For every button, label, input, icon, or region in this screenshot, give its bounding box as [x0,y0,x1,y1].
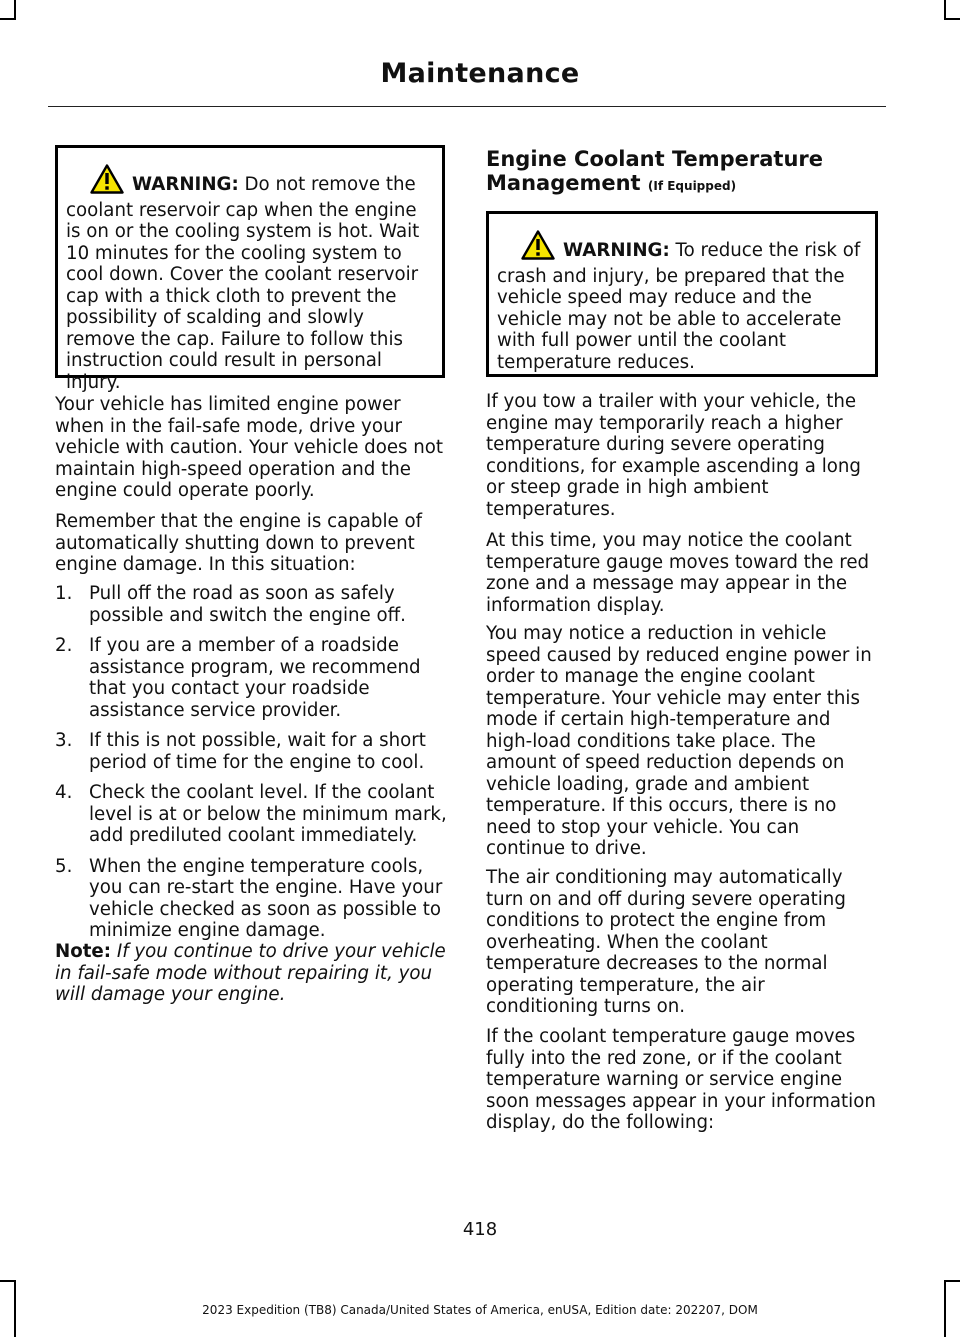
crop-mark [944,0,946,20]
footer-edition: 2023 Expedition (TB8) Canada/United States of America, enUSA, Edition date: 202207, DOM [202,1303,758,1317]
note-label: Note: [55,941,112,962]
paragraph-tow-trailer: If you tow a trailer with your vehicle, the engine may temporarily reach a higher temperature during severe operating conditions, for example ascending a long or steep grade in high ambient temperatures. [486,391,861,520]
steps-list [55,583,447,951]
warning-triangle-icon [90,164,124,200]
crop-mark [14,0,16,20]
paragraph-air-conditioning: The air conditioning may automatically turn on and off during severe operating conditions to protect the engine from overheating. When the coolant temperature decreases to the normal operating temperature, the air conditioning turns on. [486,867,846,1017]
crop-mark [944,18,960,20]
list-item: 1. Pull off the road as soon as safely possible and switch the engine off. [55,583,406,626]
note [55,941,447,1006]
warning-box-coolant-cap [55,145,445,393]
warning-label: WARNING: [132,174,239,195]
page-number: 418 [462,1219,498,1240]
crop-mark [0,1280,16,1282]
paragraph-speed-reduction: You may notice a reduction in vehicle speed caused by reduced engine power in order to manage the engine coolant temperature. Your vehicle may enter this mode if certain high-temperature and high-load conditions take place. The amount of speed reduction depends on vehicle loading, grade and ambient temperature. If this occurs, there is no need to stop your vehicle. You can continue to drive. [486,623,872,859]
section-heading: Engine Coolant Temperature Management (If Equipped) [486,147,824,195]
paragraph-fail-safe: Your vehicle has limited engine power when in the fail-safe mode, drive your vehicle with caution. Your vehicle does not maintain high-speed operation and the engine could operate poorly. [55,394,444,501]
warning-box-speed-reduction [486,211,878,377]
warning-label: WARNING: [563,240,670,261]
list-item: 2. If you are a member of a roadside assistance program, we recommend that you contact your roadside assistance service provider. [55,635,421,721]
warning-text: Do not remove the coolant reservoir cap when the engine is on or the cooling system is hot. Wait 10 minutes for the cooling system to cool down. Cover the coolant reservoir cap with a thick cloth to prevent the possibility of scalding and slowly remove the cap. Failure to follow this instruction could result in personal injury. [66,174,420,393]
paragraph-auto-shutdown: Remember that the engine is capable of automatically shutting down to prevent engine damage. In this situation: [55,511,423,575]
warning-text: To reduce the risk of crash and injury, be prepared that the vehicle speed may reduce and the vehicle may not be able to accelerate with full power until the coolant temperature reduces. [497,240,861,373]
paragraph-gauge-red-zone: At this time, you may notice the coolant temperature gauge moves toward the red zone and a message may appear in the information display. [486,530,870,616]
crop-mark [944,1280,960,1282]
list-item: 5. When the engine temperature cools, you can re-start the engine. Have your vehicle checked as soon as possible to minimize engine damage. [55,855,443,941]
note-text: If you continue to drive your vehicle in fail-safe mode without repairing it, you will damage your engine. [55,941,446,1005]
crop-mark [0,18,16,20]
paragraph-red-zone-action: If the coolant temperature gauge moves fully into the red zone, or if the coolant temperature warning or service engine soon messages appear in your information display, do the following: [486,1026,876,1133]
header-divider [48,106,886,107]
warning-triangle-icon [521,230,555,266]
list-item: 4. Check the coolant level. If the coolant level is at or below the minimum mark, add prediluted coolant immediately. [55,782,447,846]
heading-qualifier: (If Equipped) [647,179,737,193]
list-item: 3. If this is not possible, wait for a short period of time for the engine to cool. [55,730,426,773]
page-title: Maintenance [380,58,580,89]
